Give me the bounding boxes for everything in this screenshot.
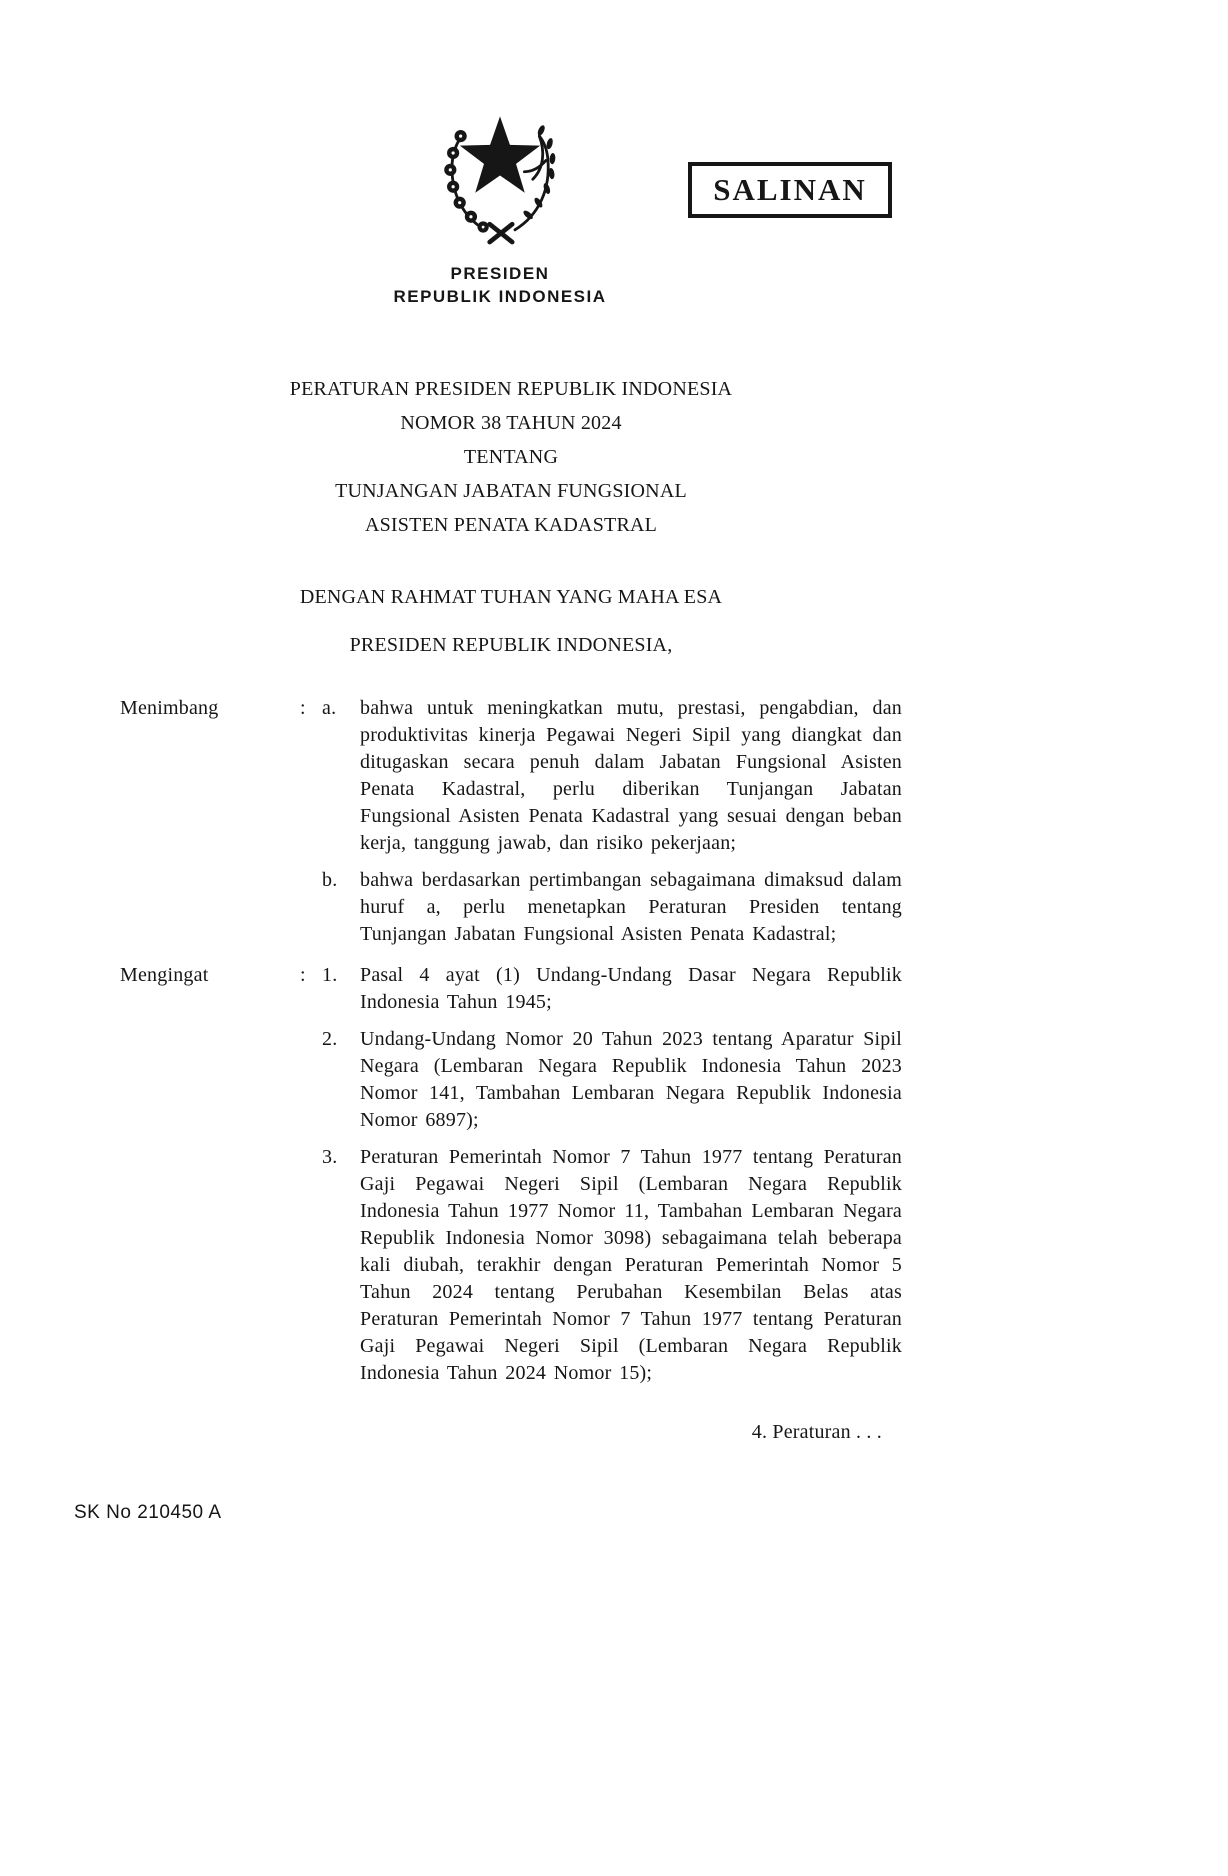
item-text: bahwa berdasarkan pertimbangan sebagaimana dimaksud dalam huruf a, perlu menetapkan Peraturan Presiden tentang Tunjangan Jabatan Fungsional Asisten Penata Kadastral;	[360, 869, 902, 945]
section-mengingat	[120, 962, 902, 1387]
section-label: Mengingat	[120, 964, 209, 986]
item-text: Pasal 4 ayat (1) Undang-Undang Dasar Negara Republik Indonesia Tahun 1945;	[360, 964, 902, 1013]
item-marker: b.	[322, 869, 338, 891]
invocation-line: DENGAN RAHMAT TUHAN YANG MAHA ESA	[299, 586, 723, 608]
document-body	[120, 372, 902, 1446]
title-line-3: TENTANG	[463, 446, 559, 468]
letterhead-line2: REPUBLIK INDONESIA	[393, 287, 607, 306]
item-text: bahwa untuk meningkatkan mutu, prestasi, pengabdian, dan produktivitas kinerja Pegawai Negeri Sipil yang diangkat dan ditugaskan secara penuh dalam Jabatan Fungsional Asisten Penata Kadastral, perlu diberikan Tunjangan Jabatan Fungsional Asisten Penata Kadastral yang sesuai dengan beban kerja, tanggung jawab, dan risiko pekerjaan;	[360, 697, 902, 854]
title-line-2: NOMOR 38 TAHUN 2024	[400, 412, 622, 434]
catchword: 4. Peraturan . . .	[751, 1421, 882, 1443]
title-line-1: PERATURAN PRESIDEN REPUBLIK INDONESIA	[289, 378, 733, 400]
section-label: Menimbang	[120, 697, 219, 719]
item-marker: 2.	[322, 1028, 338, 1050]
star-icon	[460, 116, 540, 192]
item-marker: 3.	[322, 1146, 338, 1168]
list-item	[322, 962, 902, 1016]
item-text: Undang-Undang Nomor 20 Tahun 2023 tentang Aparatur Sipil Negara (Lembaran Negara Republik Indonesia Tahun 2023 Nomor 141, Tambahan Lembaran Negara Republik Indonesia Nomor 6897);	[360, 1028, 902, 1131]
letterhead-line1: PRESIDEN	[450, 264, 550, 283]
footer-code: SK No 210450 A	[74, 1502, 222, 1523]
title-line-5: ASISTEN PENATA KADASTRAL	[364, 514, 658, 536]
item-text: Peraturan Pemerintah Nomor 7 Tahun 1977 tentang Peraturan Gaji Pegawai Negeri Sipil (Lembaran Negara Republik Indonesia Tahun 1977 Nomor 11, Tambahan Lembaran Negara Republik Indonesia Nomor 3098) sebagaimana telah beberapa kali diubah, terakhir dengan Peraturan Pemerintah Nomor 5 Tahun 2024 tentang Perubahan Kesembilan Belas atas Peraturan Pemerintah Nomor 7 Tahun 1977 tentang Peraturan Gaji Pegawai Negeri Sipil (Lembaran Negara Republik Indonesia Tahun 2024 Nomor 15);	[360, 1146, 902, 1384]
authority-line: PRESIDEN REPUBLIK INDONESIA,	[349, 634, 673, 656]
list-item	[322, 1144, 902, 1387]
item-marker: a.	[322, 697, 337, 719]
preamble-sections	[120, 695, 902, 1387]
section-colon: :	[300, 964, 306, 986]
section-items	[322, 962, 902, 1387]
section-items	[322, 695, 902, 948]
document-title	[120, 372, 902, 542]
list-item	[322, 695, 902, 857]
list-item	[322, 867, 902, 948]
salinan-stamp: SALINAN	[688, 162, 892, 218]
section-menimbang	[120, 695, 902, 948]
section-colon: :	[300, 697, 306, 719]
letterhead	[0, 262, 1000, 308]
title-line-4: TUNJANGAN JABATAN FUNGSIONAL	[335, 480, 687, 502]
presidential-seal-icon	[425, 100, 575, 250]
list-item	[322, 1026, 902, 1134]
item-marker: 1.	[322, 964, 338, 986]
